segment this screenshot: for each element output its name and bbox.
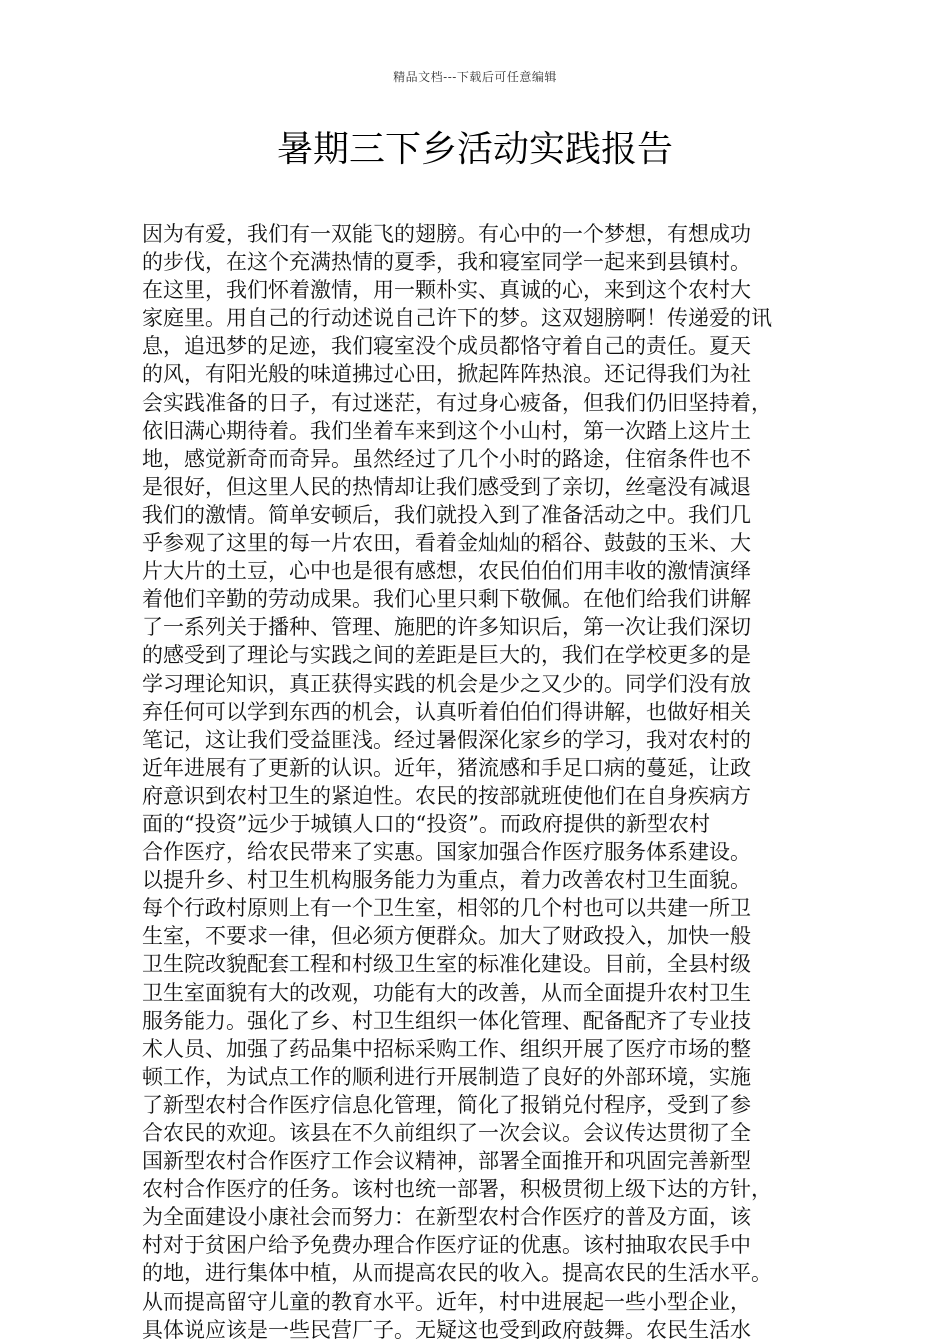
body-line: 以提升乡、村卫生机构服务能力为重点，着力改善农村卫生面貌。: [142, 868, 751, 893]
body-line: 片大片的土豆，心中也是很有感想，农民伯伯们用丰收的激情演绎: [142, 559, 751, 584]
body-line: 的风，有阳光般的味道拂过心田，掀起阵阵热浪。还记得我们为社: [142, 362, 751, 387]
body-line: 家庭里。用自己的行动述说自己许下的梦。这双翅膀啊！传递爱的讯: [142, 306, 772, 331]
body-line: 是很好，但这里人民的热情却让我们感受到了亲切，丝毫没有减退: [142, 474, 751, 499]
body-line: 服务能力。强化了乡、村卫生组织一体化管理、配备配齐了专业技: [142, 1008, 751, 1033]
body-line: 息，追迅梦的足迹，我们寝室没个成员都恪守着自己的责任。夏天: [142, 334, 751, 359]
body-line: 依旧满心期待着。我们坐着车来到这个小山村，第一次踏上这片土: [142, 418, 751, 443]
body-line: 会实践准备的日子，有过迷茫，有过身心疲备，但我们仍旧坚持着，: [142, 390, 772, 415]
body-line: 乎参观了这里的每一片农田，看着金灿灿的稻谷、鼓鼓的玉米、大: [142, 531, 751, 556]
body-line: 术人员、加强了药品集中招标采购工作、组织开展了医疗市场的整: [142, 1036, 751, 1061]
body-line: 合作医疗，给农民带来了实惠。国家加强合作医疗服务体系建设。: [142, 840, 751, 865]
header-note: 精品文档---下载后可任意编辑: [393, 70, 557, 84]
body-line: 着他们辛勤的劳动成果。我们心里只剩下敬佩。在他们给我们讲解: [142, 587, 751, 612]
body-line: 笔记，这让我们受益匪浅。经过暑假深化家乡的学习，我对农村的: [142, 727, 751, 752]
body-line: 合农民的欢迎。该县在不久前组织了一次会议。会议传达贯彻了全: [142, 1121, 751, 1145]
body-line: 地，感觉新奇而奇异。虽然经过了几个小时的路途，住宿条件也不: [142, 446, 751, 471]
body-line: 面的“投资”远少于城镇人口的“投资”。而政府提供的新型农村: [142, 811, 710, 836]
body-line: 生室，不要求一律，但必须方便群众。加大了财政投入，加快一般: [142, 924, 751, 949]
body-line: 的感受到了理论与实践之间的差距是巨大的，我们在学校更多的是: [142, 643, 751, 668]
body-line: 具体说应该是一些民营厂子。无疑这也受到政府鼓舞。农民生活水: [142, 1317, 751, 1342]
body-line: 了新型农村合作医疗信息化管理，简化了报销兑付程序，受到了参: [142, 1092, 751, 1117]
body-line: 府意识到农村卫生的紧迫性。农民的按部就班使他们在自身疾病方: [142, 783, 751, 808]
body-line: 弃任何可以学到东西的机会，认真听着伯伯们得讲解，也做好相关: [142, 699, 751, 724]
body-line: 的地，进行集体中植，从而提高农民的收入。提高农民的生活水平。: [142, 1261, 772, 1286]
body-line: 近年进展有了更新的认识。近年，猪流感和手足口病的蔓延，让政: [142, 755, 751, 780]
body-line: 在这里，我们怀着激情，用一颗朴实、真诚的心，来到这个农村大: [142, 278, 751, 303]
body-line: 学习理论知识，真正获得实践的机会是少之又少的。同学们没有放: [142, 671, 751, 696]
body-line: 因为有爱，我们有一双能飞的翅膀。有心中的一个梦想，有想成功: [142, 222, 751, 246]
body-line: 我们的激情。简单安顿后，我们就投入到了准备活动之中。我们几: [142, 502, 751, 527]
body-line: 村对于贫困户给予免费办理合作医疗证的优惠。该村抽取农民手中: [142, 1233, 751, 1258]
body-line: 顿工作，为试点工作的顺利进行开展制造了良好的外部环境，实施: [142, 1064, 751, 1089]
body-line: 卫生室面貌有大的改观，功能有大的改善，从而全面提升农村卫生: [142, 980, 751, 1005]
body-line: 从而提高留守儿童的教育水平。近年，村中进展起一些小型企业，: [142, 1289, 751, 1314]
document-title: 暑期三下乡活动实践报告: [276, 129, 673, 170]
body-line: 为全面建设小康社会而努力：在新型农村合作医疗的普及方面，该: [142, 1205, 751, 1230]
body-paragraph: [142, 220, 832, 1344]
body-line: 卫生院改貌配套工程和村级卫生室的标准化建设。目前，全县村级: [142, 952, 751, 977]
body-line: 了一系列关于播种、管理、施肥的许多知识后，第一次让我们深切: [142, 615, 751, 640]
body-line: 国新型农村合作医疗工作会议精神，部署全面推开和巩固完善新型: [142, 1149, 751, 1174]
body-line: 农村合作医疗的任务。该村也统一部署，积极贯彻上级下达的方针，: [142, 1177, 772, 1202]
body-line: 每个行政村原则上有一个卫生室，相邻的几个村也可以共建一所卫: [142, 896, 751, 921]
body-line: 的步伐，在这个充满热情的夏季，我和寝室同学一起来到县镇村。: [142, 250, 751, 275]
